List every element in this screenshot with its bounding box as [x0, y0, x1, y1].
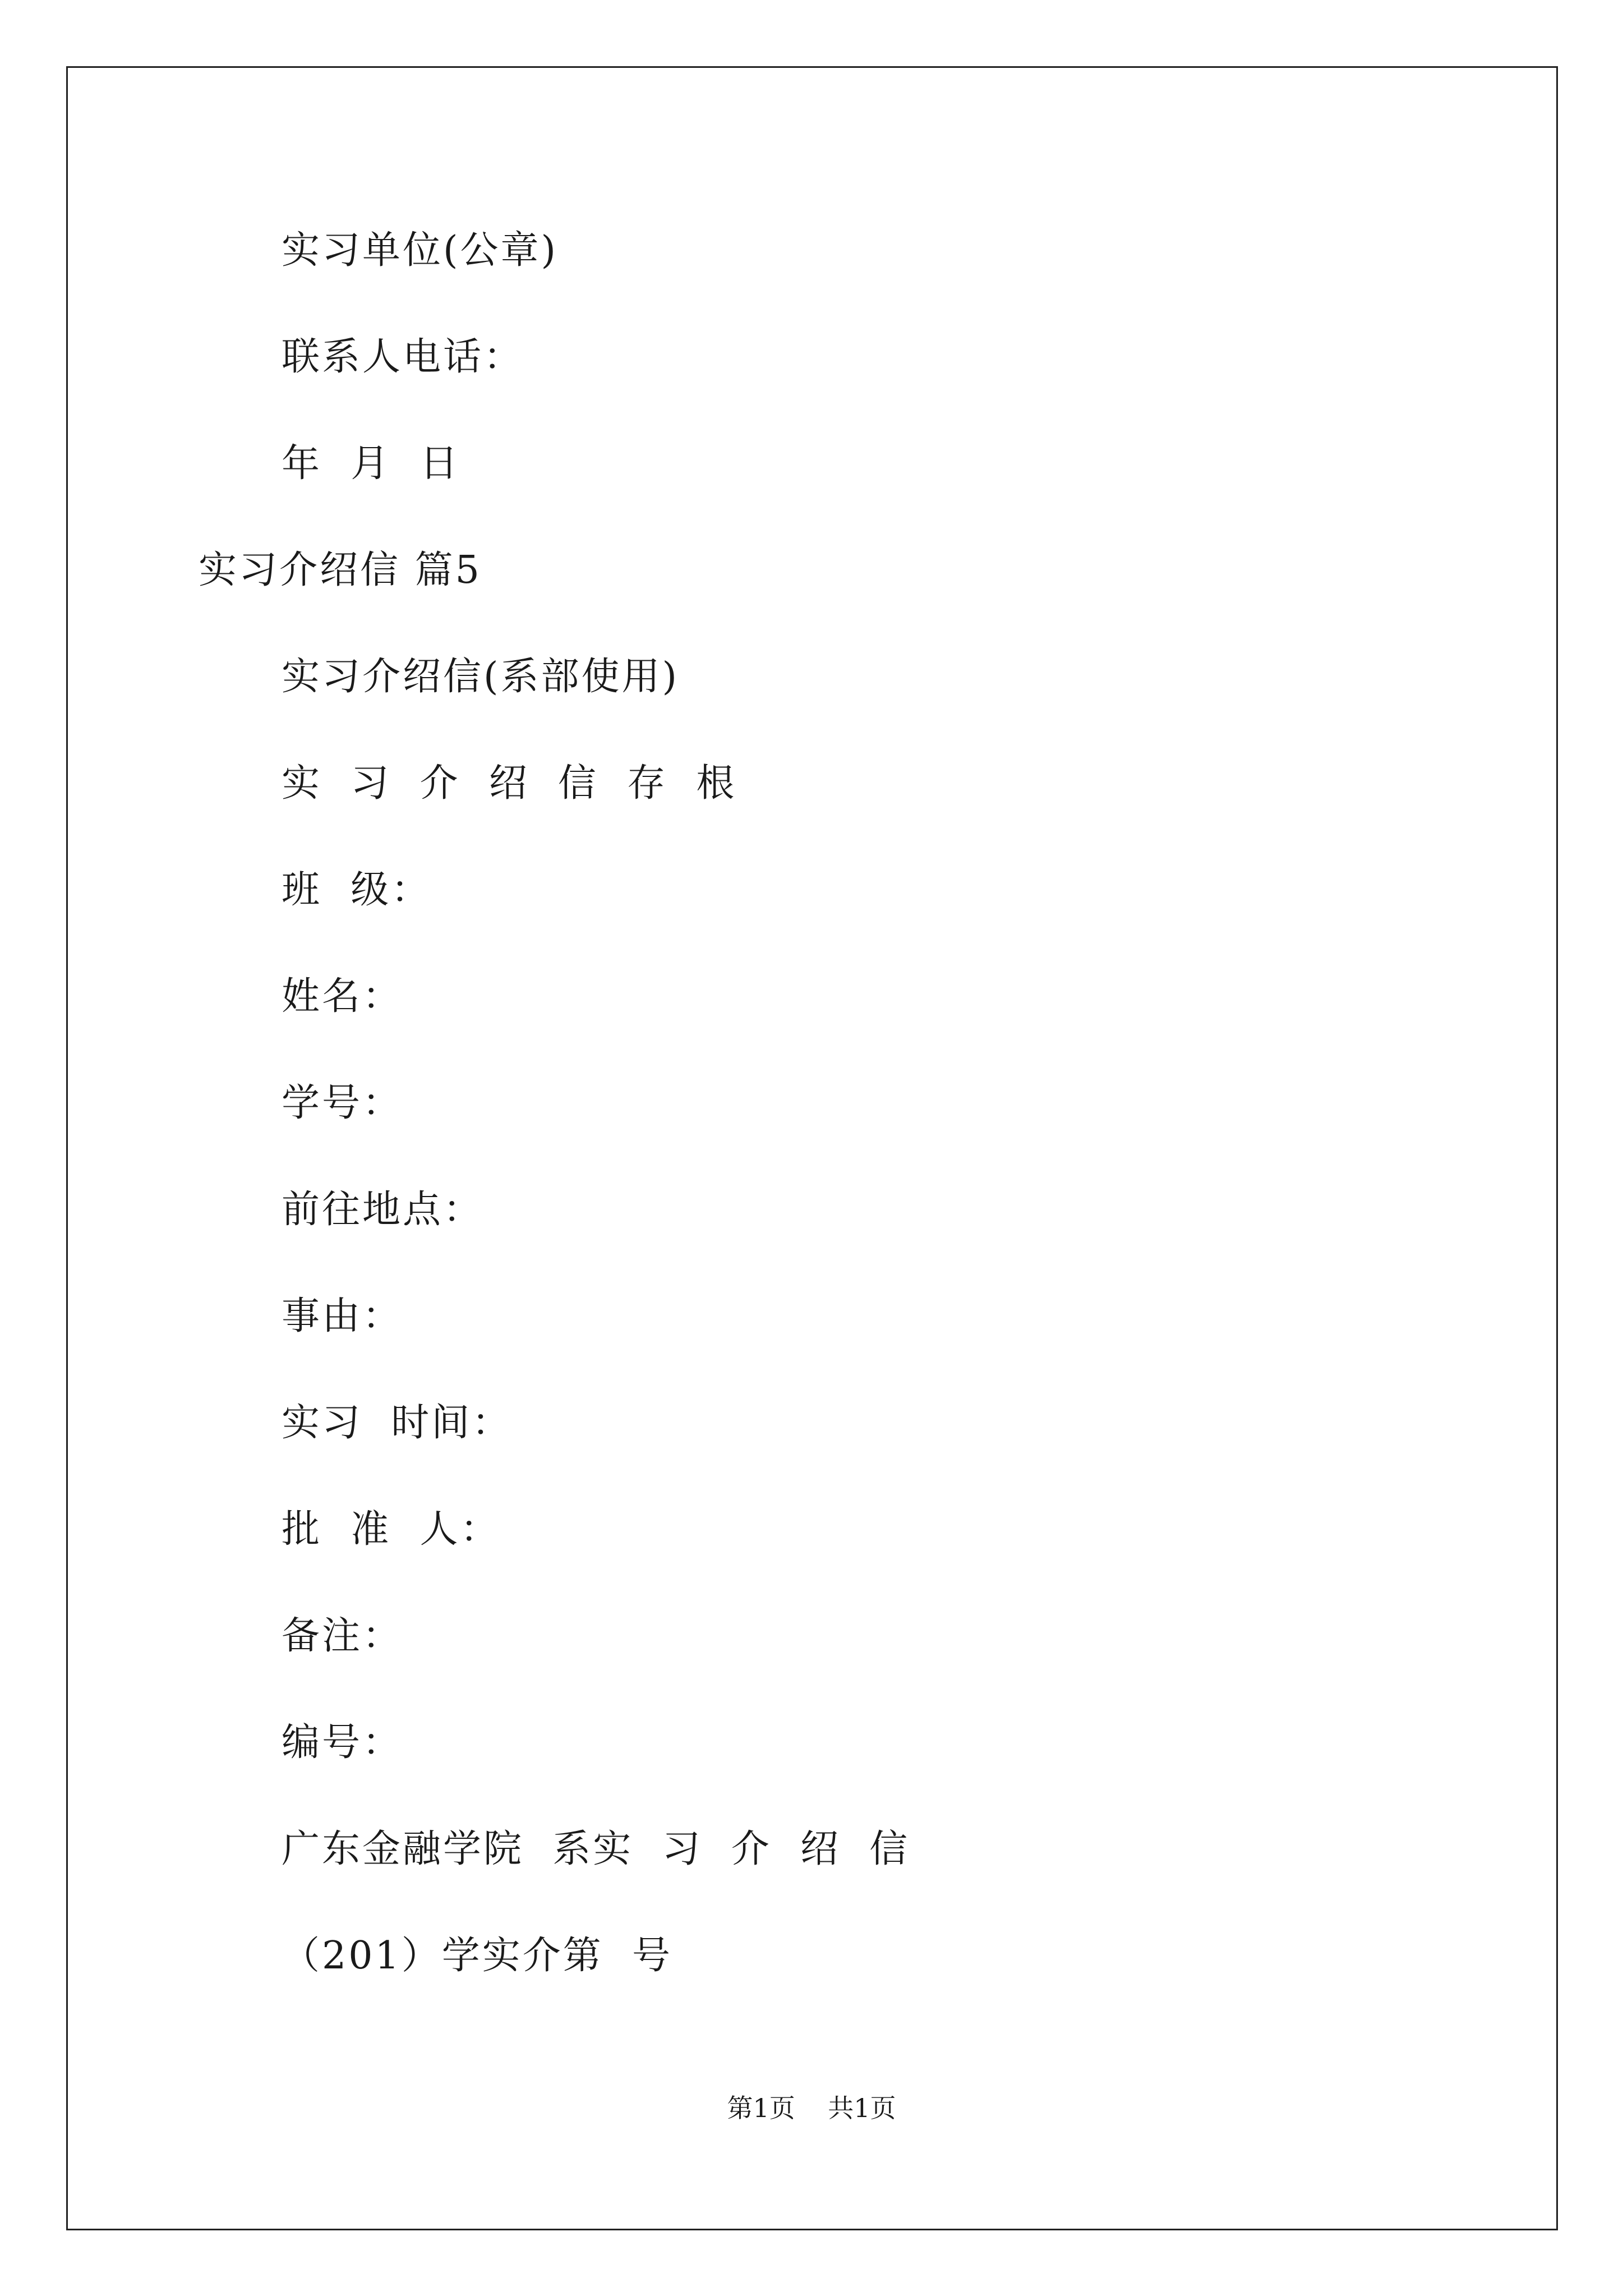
section-heading: 实习介绍信 篇5 — [199, 548, 482, 592]
name-field: 姓名： — [282, 974, 403, 1019]
page-border — [66, 66, 1558, 2230]
student-id-field: 学号： — [282, 1081, 403, 1125]
institution-letter-title: 广东金融学院 系实 习 介 绍 信 — [282, 1827, 910, 1871]
letter-reference-number: （201）学实介第 号 — [282, 1934, 673, 1978]
approver-field: 批 准 人： — [282, 1507, 501, 1552]
page-footer: 第1页 共1页 — [727, 2093, 896, 2123]
number-field: 编号： — [282, 1720, 403, 1765]
contact-phone-line: 联系人电话： — [282, 335, 524, 379]
class-field: 班 级： — [282, 868, 432, 912]
remarks-field: 备注： — [282, 1614, 403, 1658]
date-line: 年 月 日 — [282, 441, 460, 486]
reason-field: 事由： — [282, 1294, 403, 1338]
internship-time-field: 实习 时间： — [282, 1401, 513, 1445]
stub-title: 实 习 介 绍 信 存 根 — [282, 761, 737, 806]
letter-title: 实习介绍信(系部使用) — [282, 655, 680, 699]
destination-field: 前往地点： — [282, 1188, 484, 1232]
internship-unit-seal-line: 实习单位(公章) — [282, 228, 559, 273]
